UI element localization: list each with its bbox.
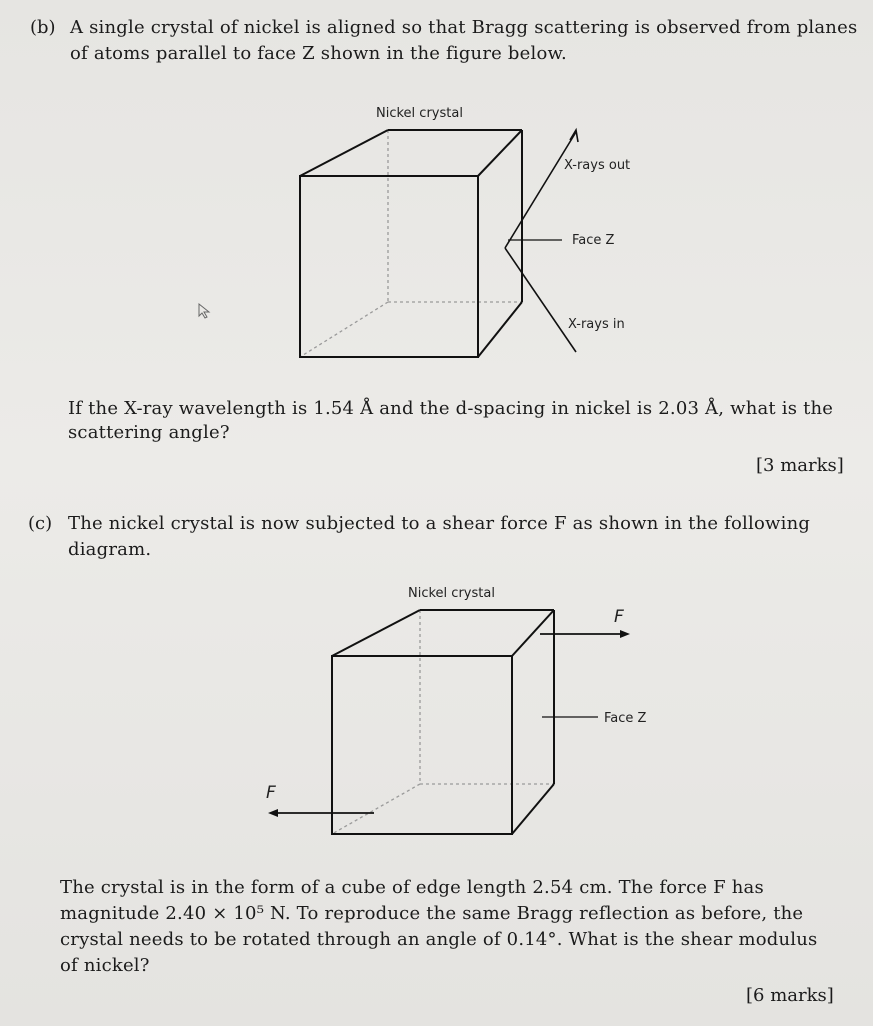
pointer-cursor-icon: [197, 302, 213, 320]
part-c-intro-line1: The nickel crystal is now subjected to a shear force F as shown in the following: [68, 513, 811, 534]
part-b-question-line1: If the X-ray wavelength is 1.54 Å and the d-spacing in nickel is 2.03 Å, what is the: [68, 398, 834, 419]
part-b-intro-line2: of atoms parallel to face Z shown in the figure below.: [70, 43, 567, 64]
force-label-top: F: [614, 607, 624, 627]
face-z-label-b: Face Z: [572, 233, 615, 248]
part-b-intro-line1: A single crystal of nickel is aligned so that Bragg scattering is observed from planes: [70, 17, 858, 38]
cube-hidden-edges-c: [332, 610, 554, 834]
figure-shear-crystal: [250, 580, 670, 850]
part-c-marks: [6 marks]: [746, 985, 834, 1006]
part-c-question-line4: of nickel?: [60, 955, 150, 976]
xrays-in-label: X-rays in: [568, 317, 625, 332]
part-c-question-line3: crystal needs to be rotated through an angle of 0.14°. What is the shear modulus: [60, 929, 818, 950]
force-label-bottom: F: [266, 783, 276, 803]
part-c-intro-line2: diagram.: [68, 539, 152, 560]
cube-visible-edges: [300, 130, 522, 357]
face-z-label-c: Face Z: [604, 711, 647, 726]
part-c-label: (c): [28, 513, 53, 534]
part-b-label: (b): [30, 17, 56, 38]
figure-bragg-crystal: [280, 100, 660, 380]
cube-visible-edges-c: [332, 610, 554, 834]
xrays-out-label: X-rays out: [564, 158, 631, 173]
part-b-marks: [3 marks]: [756, 455, 844, 476]
part-c-question-line2: magnitude 2.40 × 10⁵ N. To reproduce the same Bragg reflection as before, the: [60, 903, 804, 924]
figure-b-title: Nickel crystal: [376, 106, 463, 121]
force-arrow-bottom: [268, 809, 374, 817]
part-b-question-line2: scattering angle?: [68, 422, 230, 443]
part-c-question-line1: The crystal is in the form of a cube of edge length 2.54 cm. The force F has: [60, 877, 764, 898]
figure-c-title: Nickel crystal: [408, 586, 495, 601]
